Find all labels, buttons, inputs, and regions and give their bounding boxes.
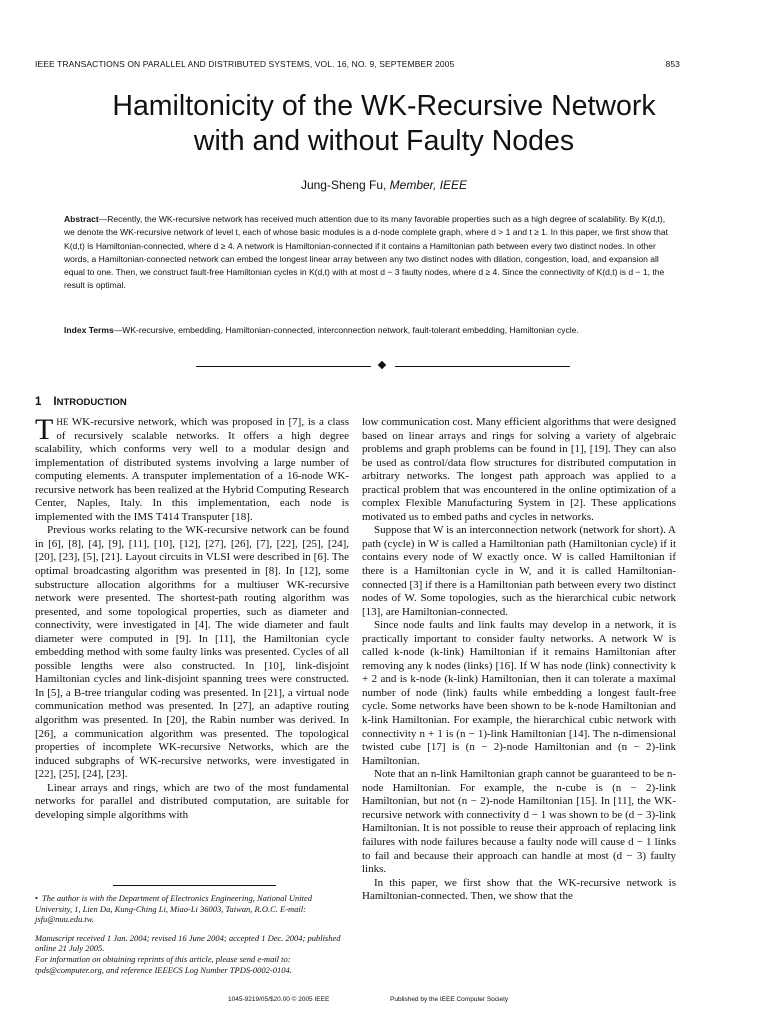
drop-cap: T [35,413,54,446]
paper-title [0,89,768,159]
paragraph: Linear arrays and rings, which are two of the most fundamental networks for parallel and distributed computation, are suitable for developing simple algorithms with [35,781,349,821]
running-head [35,59,680,69]
journal-name: IEEE TRANSACTIONS ON PARALLEL AND DISTRIBUTED SYSTEMS, VOL. 16, NO. 9, SEPTEMBER 2005 [35,59,455,69]
reprints-info: For information on obtaining reprints of this article, please send e-mail to: tpds@computer.org, and reference IEEECS Log Number TPDS-0002-0104. [35,953,292,975]
abstract-text: —Recently, the WK-recursive network has received much attention due to its many favorable properties such as a high degree of scalability. By K(d,t), we denote the WK-recursive network of level t, each of whose basic modules is a d-node complete graph, where d > 1 and t ≥ 1. In this paper, we first show that K(d,t) is Hamiltonian-connected, where d ≥ 4. A network is Hamiltonian-connected if it contains a Hamiltonian path between every two distinct nodes. In other words, a Hamiltonian-connected network can embed the longest linear array between any two distinct nodes with dilation, congestion, load, and expansion all equal to one. Then, we construct fault-free Hamiltonian cycles in K(d,t) with at most d − 3 faulty nodes, where d ≥ 4. Since the connectivity of K(d,t) is d − 1, the result is optimal. [64,214,669,291]
paragraph: Note that an n-link Hamiltonian graph cannot be guaranteed to be n-node Hamiltonian. For example, the n-cube is (n − 2)-link Hamiltonian, but not (n − 2)-node Hamiltonian [15]. In [11], the WK-recursive network with connectivity d − 1 was shown to be (d − 3)-link Hamiltonian. It is not possible to reuse their approach of replacing link failures with node failures because a faulty node will cause d − 1 links to fail and because their approach can handle at most (d − 3) faulty links. [362,768,676,876]
paragraph: Suppose that W is an interconnection network (network for short). A path (cycle) in W is called a Hamiltonian path (Hamiltonian cycle) if it contains every node of W exactly once. W is called Hamiltonian if there is a Hamiltonian cycle in W, and it is called Hamiltonian-connected [3] if there is a Hamiltonian path between every two distinct nodes of W. Some topologies, such as the hierarchical cubic network [13], are Hamiltonian-connected. [362,524,676,618]
section-heading [35,396,127,408]
paragraph: Since node faults and link faults may develop in a network, it is practically important to consider faulty networks. A network W is called k-node (k-link) Hamiltonian if it remains Hamiltonian after removing any k nodes (links) [16]. If W has node (link) connectivity k + 2 and is k-node (k-link) Hamiltonian, then it can tolerate a maximal number of node (link) faults while embedding a longest fault-free cycle. Some networks have been shown to be k-node Hamiltonian and k-link Hamiltonian. For example, the hierarchical cubic network with connectivity n + 1 is (n − 1)-link Hamiltonian [14]. The n-dimensional twisted cube [17] is (n − 2)-node Hamiltonian and (n − 2)-link Hamiltonian. [362,619,676,767]
copyright-notice: 1045-9219/05/$20.00 © 2005 IEEE [228,996,330,1003]
author-name: Jung-Sheng Fu, [300,178,390,192]
paragraph: low communication cost. Many efficient algorithms that were designed based on linear arrays and rings for solving a variety of algebraic problems and graph problems can be found in [1], [19]. They can also be used as control/data flow structures for distributed computation in arbitrary networks. The longest path approach was applied to a practical problem that was encountered in the online optimization of a complex Flexible Manufacturing System in [2]. These applications motivated us to embed paths and cycles in networks. [362,416,676,523]
abstract [64,213,678,293]
title-line-2: with and without Faulty Nodes [193,125,575,157]
author-note [35,893,349,925]
right-column [362,416,676,904]
author-membership: Member, IEEE [389,178,468,192]
footnote [35,893,349,975]
paragraph: In this paper, we first show that the WK-recursive network is Hamiltonian-connected. Then, we show that the [362,876,676,903]
paragraph-text: WK-recursive network, which was proposed in [7], is a class of recursively scalable networks. It offers a high degree scalability, which conforms very well to a modular design and implementation of distributed systems involving a large number of computing elements. A transputer implementation of a 16-node WK-recursive network has been realized at the Hybrid Computing Research Center, Naples, Italy. In this implementation, each node is implemented with the IMS T414 Transputer [18]. [35,416,349,523]
author-line [0,178,768,192]
section-title-initial: I [53,396,57,408]
paragraph-smallcaps: HE [56,417,69,427]
divider-line-left [196,366,371,367]
index-terms-text: —WK-recursive, embedding, Hamiltonian-connected, interconnection network, fault-tolerant embedding, Hamiltonian cycle. [113,325,579,335]
bullet-icon: • [35,893,38,903]
left-column [35,413,349,822]
paragraph [35,413,349,524]
diamond-icon [378,361,386,369]
paragraph: Previous works relating to the WK-recursive network can be found in [6], [8], [4], [9], [11], [10], [12], [27], [26], [7], [22], [25], [24], [20], [23], [5], [21]. Layout circuits in VLSI were described in [6]. The optimal broadcasting algorithm was presented in [8]. In [12], some substructure allocation algorithms for a multiuser WK-recursive network were presented. The shortest-path routing algorithm was presented, and some topological properties, such as diameter and connectivity, were investigated in [4]. The wide diameter and fault diameter were computed in [9]. In [11], the Hamiltonian cycle embedding method with some faulty links was presented. Cycles of all possible lengths were also constructed. In [10], link-disjoint Hamiltonian cycles and link-disjoint spanning trees were constructed. In [5], a B-tree triangular coding was presented. In [21], a virtual node communication method was presented. In [27], an adaptive routing algorithm was presented. In [20], the Rabin number was derived. In [26], a communication algorithm was presented. The topological properties of incomplete WK-recursive Networks, which are the induced subgraphs of WK-recursive networks, were investigated in [22], [25], [24], [23]. [35,524,349,781]
page-number: 853 [665,59,680,69]
divider-line-right [395,366,570,367]
title-line-1: Hamiltonicity of the WK-Recursive Network [112,90,656,122]
section-title-rest: NTRODUCTION [56,397,127,408]
index-terms-label: Index Terms [64,325,114,335]
index-terms [64,324,678,337]
author-note-text: The author is with the Department of Electronics Engineering, National United University, 1, Lien Da, Kung-Ching Li, Miao-Li 36003, Taiwan, R.O.C. E-mail: jsfu@nuu.edu.tw. [35,893,312,925]
publisher-notice: Published by the IEEE Computer Society [390,996,509,1003]
footnote-rule [113,885,276,886]
section-divider [196,360,570,372]
abstract-label: Abstract [64,214,99,224]
section-number: 1 [35,396,42,408]
manuscript-dates: Manuscript received 1 Jan. 2004; revised 16 June 2004; accepted 1 Dec. 2004; published online 21 July 2005. [35,932,341,954]
